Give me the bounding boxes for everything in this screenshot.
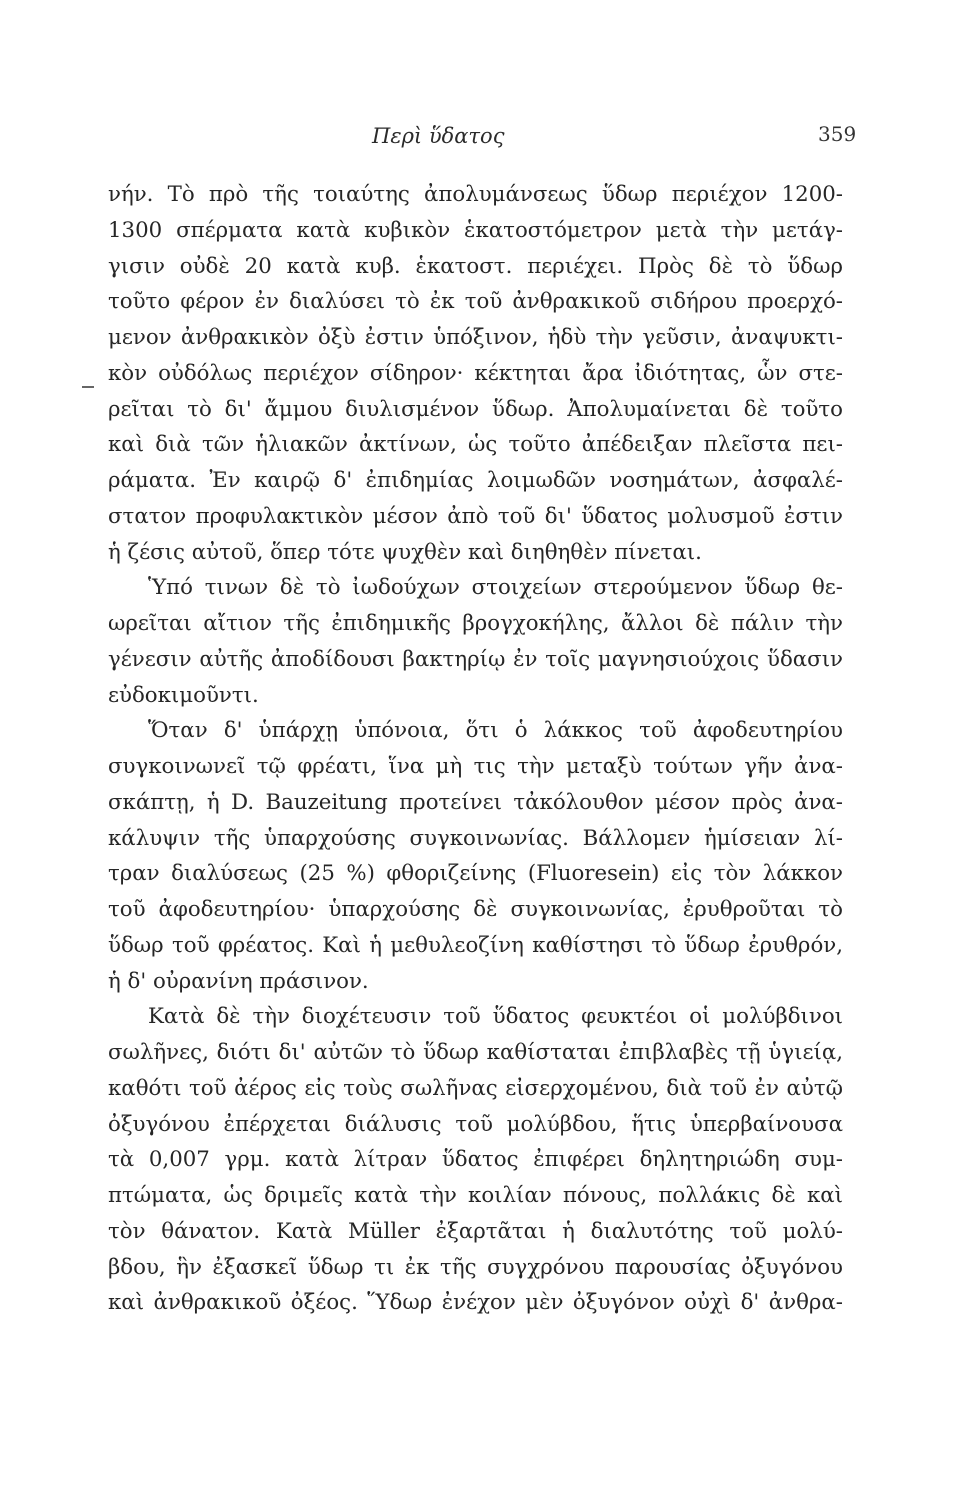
text-line: τοῦ ἀφοδευτηρίου· ὑπαρχούσης δὲ συγκοινωνίας, ἐρυθροῦται τὸ	[108, 897, 843, 922]
body-text	[108, 177, 843, 1321]
margin-mark	[82, 386, 94, 388]
running-title: Περὶ ὕδατος	[372, 124, 505, 148]
text-line: μενον ἀνθρακικὸν ὀξὺ ἐστιν ὑπόξινον, ἡδὺ τὴν γεῦσιν, ἀναψυκτι-	[108, 325, 843, 350]
text-line: ἡ δ' οὐρανίνη πράσινον.	[108, 968, 369, 994]
text-line: ἡ ζέσις αὐτοῦ, ὅπερ τότε ψυχθὲν καὶ διηθηθὲν πίνεται.	[108, 539, 702, 565]
text-line: τοῦτο φέρον ἐν διαλύσει τὸ ἐκ τοῦ ἀνθρακικοῦ σιδήρου προερχό-	[108, 289, 843, 315]
text-line: νήν. Τὸ πρὸ τῆς τοιαύτης ἀπολυμάνσεως ὕδωρ περιέχον 1200-	[108, 182, 843, 207]
text-line: καθότι τοῦ ἀέρος εἰς τοὺς σωλῆνας εἰσερχομένου, διὰ τοῦ ἐν αὐτῷ	[108, 1075, 843, 1101]
text-line: στατον προφυλακτικὸν μέσον ἀπὸ τοῦ δι' ὕδατος μολυσμοῦ ἐστιν	[108, 503, 843, 529]
text-line: ωρεῖται αἴτιον τῆς ἐπιδημικῆς βρογχοκήλης, ἄλλοι δὲ πάλιν τὴν	[108, 611, 843, 636]
text-line: ρεῖται τὸ δι' ἄμμου διυλισμένον ὕδωρ. Ἀπολυμαίνεται δὲ τοῦτο	[108, 396, 843, 422]
text-line: 1300 σπέρματα κατὰ κυβικὸν ἑκατοστόμετρον μετὰ τὴν μετάγ-	[108, 217, 843, 243]
text-line: σωλῆνες, διότι δι' αὐτῶν τὸ ὕδωρ καθίσταται ἐπιβλαβὲς τῇ ὑγιείᾳ,	[108, 1040, 843, 1065]
page-number: 359	[818, 122, 857, 146]
text-line: τὰ 0,007 γρμ. κατὰ λίτραν ὕδατος ἐπιφέρει δηλητηριώδη συμ-	[108, 1147, 843, 1173]
running-head	[0, 118, 966, 158]
text-line: ὕδωρ τοῦ φρέατος. Καὶ ἡ μεθυλεοζίνη καθίστησι τὸ ὕδωρ ἐρυθρόν,	[108, 932, 843, 958]
text-line: βδου, ἣν ἐξασκεῖ ὕδωρ τι ἐκ τῆς συγχρόνου παρουσίας ὀξυγόνου	[108, 1254, 843, 1280]
text-line: καὶ διὰ τῶν ἡλιακῶν ἀκτίνων, ὡς τοῦτο ἀπέδειξαν πλεῖστα πει-	[108, 432, 843, 458]
text-line: ὀξυγόνου ἐπέρχεται διάλυσις τοῦ μολύβδου, ἥτις ὑπερβαίνουσα	[108, 1111, 843, 1137]
text-line: γισιν οὐδὲ 20 κατὰ κυβ. ἑκατοστ. περιέχει. Πρὸς δὲ τὸ ὕδωρ	[108, 253, 843, 279]
text-line: γένεσιν αὐτῆς ἀποδίδουσι βακτηρίῳ ἐν τοῖς μαγνησιούχοις ὕδασιν	[108, 646, 843, 672]
text-line: Ὑπό τινων δὲ τὸ ἰωδούχων στοιχείων στερούμενον ὕδωρ θε-	[148, 575, 843, 601]
text-line: καὶ ἀνθρακικοῦ ὀξέος. Ὕδωρ ἐνέχον μὲν ὀξυγόνον οὐχὶ δ' ἀνθρα-	[108, 1290, 843, 1316]
text-line: Ὅταν δ' ὑπάρχῃ ὑπόνοια, ὅτι ὁ λάκκος τοῦ ἀφοδευτηρίου	[148, 718, 843, 744]
text-line: κὸν οὐδόλως περιέχον σίδηρον· κέκτηται ἄρα ἰδιότητας, ὧν στε-	[108, 360, 843, 386]
text-line: συγκοινωνεῖ τῷ φρέατι, ἵνα μὴ τις τὴν μεταξὺ τούτων γῆν ἀνα-	[108, 754, 843, 779]
text-line: πτώματα, ὡς δριμεῖς κατὰ τὴν κοιλίαν πόνους, πολλάκις δὲ καὶ	[108, 1183, 843, 1208]
text-line: εὐδοκιμοῦντι.	[108, 682, 259, 708]
text-line: ράματα. Ἐν καιρῷ δ' ἐπιδημίας λοιμωδῶν νοσημάτων, ἀσφαλέ-	[108, 468, 843, 493]
text-line: τραν διαλύσεως (25 %) φθοριζείνης (Fluoresein) εἰς τὸν λάκκον	[108, 861, 843, 887]
text-line: σκάπτῃ, ἡ D. Bauzeitung προτείνει τἀκόλουθον μέσον πρὸς ἀνα-	[108, 789, 843, 815]
text-line: Κατὰ δὲ τὴν διοχέτευσιν τοῦ ὕδατος φευκτέοι οἱ μολύβδινοι	[148, 1004, 843, 1030]
text-line: τὸν θάνατον. Κατὰ Müller ἐξαρτᾶται ἡ διαλυτότης τοῦ μολύ-	[108, 1218, 843, 1244]
text-line: κάλυψιν τῆς ὑπαρχούσης συγκοινωνίας. Βάλλομεν ἡμίσειαν λί-	[108, 825, 843, 851]
